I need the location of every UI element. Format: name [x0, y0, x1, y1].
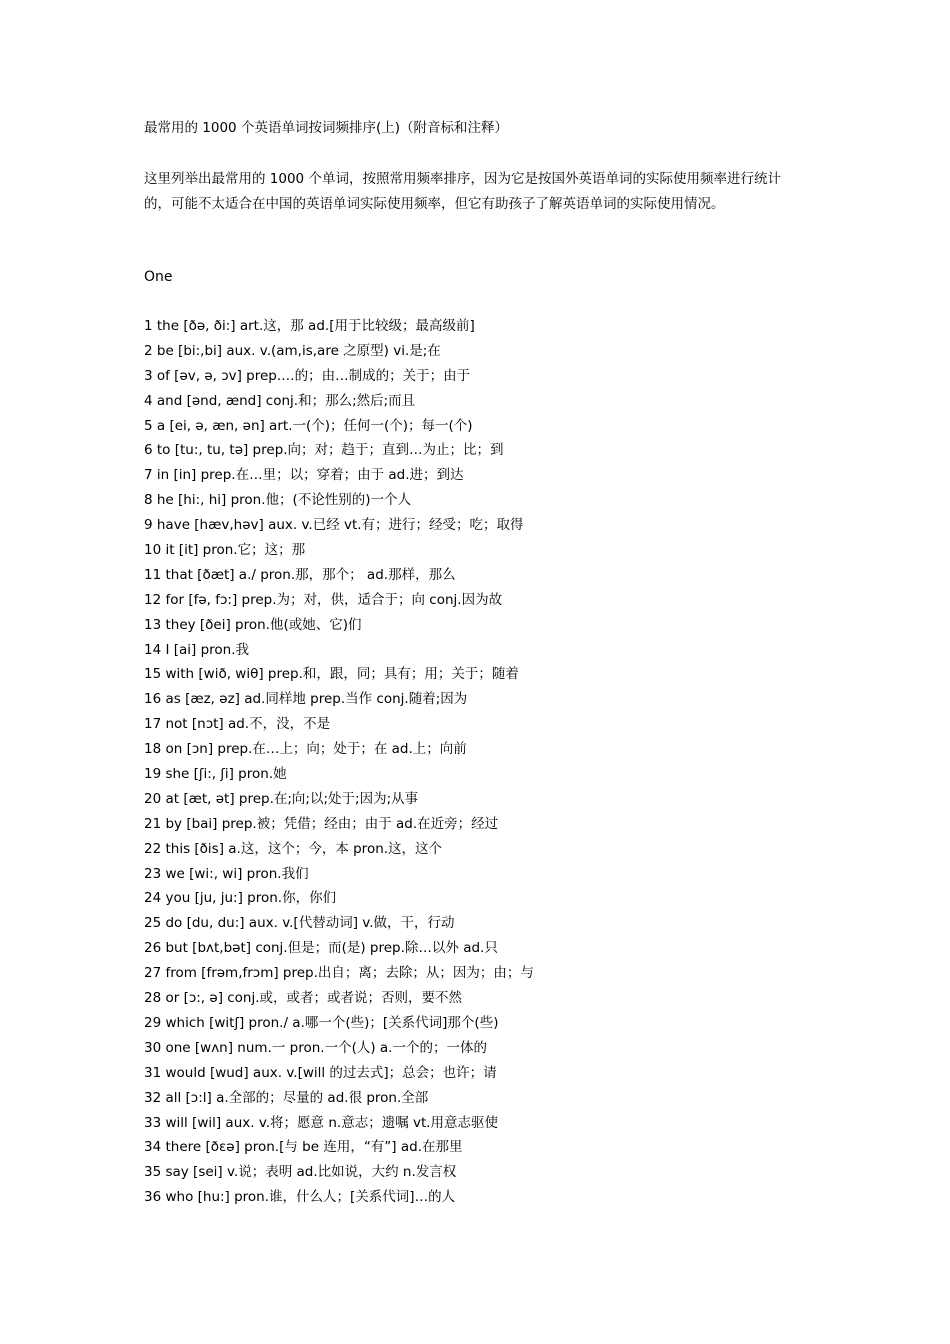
word-entry: 5 a [ei, ə, æn, ən] art.一(个)；任何一(个)；每一(个): [144, 417, 473, 434]
word-entry: 27 from [frəm,frɔm] prep.出自；离；去除；从；因为；由；与: [144, 965, 534, 982]
word-entry: 35 say [sei] v.说；表明 ad.比如说，大约 n.发言权: [144, 1164, 457, 1181]
word-entry: 30 one [wʌn] num.一 pron.一个(人) a.一个的；一体的: [144, 1039, 487, 1056]
word-entry: 8 he [hi:, hi] pron.他；(不论性别的)一个人: [144, 492, 412, 509]
intro-paragraph: 这里列举出最常用的 1000 个单词，按照常用频率排序，因为它是按国外英语单词的实际使用频率进行统计的，可能不太适合在中国的英语单词实际使用频率，但它有助孩子了解英语单词的实际使用情况。: [144, 171, 781, 212]
word-entry: 19 she [ʃi:, ʃi] pron.她: [144, 766, 287, 783]
word-entry: 9 have [hæv,həv] aux. v.已经 vt.有；进行；经受；吃；取得: [144, 517, 524, 534]
word-entry: 13 they [ðei] pron.他(或她、它)们: [144, 616, 362, 633]
word-entry: 3 of [əv, ə, ɔv] prep.…的；由…制成的；关于；由于: [144, 367, 471, 384]
word-entry: 28 or [ɔ:, ə] conj.或，或者；或者说；否则，要不然: [144, 990, 463, 1007]
word-entry: 15 with [wið, wiθ] prep.和，跟，同；具有；用；关于；随着: [144, 666, 519, 683]
word-entry: 17 not [nɔt] ad.不，没，不是: [144, 716, 331, 733]
word-entry: 24 you [ju, ju:] pron.你，你们: [144, 890, 337, 907]
word-entry: 11 that [ðæt] a./ pron.那，那个； ad.那样，那么: [144, 566, 456, 583]
word-entry: 36 who [hu:] pron.谁，什么人；[关系代词]…的人: [144, 1189, 456, 1206]
word-entry: 32 all [ɔ:l] a.全部的；尽量的 ad.很 pron.全部: [144, 1089, 429, 1106]
word-entry: 18 on [ɔn] prep.在…上；向；处于；在 ad.上；向前: [144, 741, 467, 758]
document-title: 最常用的 1000 个英语单词按词频排序(上)（附音标和注释）: [144, 120, 508, 136]
word-entry: 12 for [fə, fɔ:] prep.为；对，供，适合于；向 conj.因为故: [144, 591, 503, 608]
word-entry: 29 which [witʃ] pron./ a.哪一个(些)；[关系代词]那个(些): [144, 1014, 499, 1031]
word-entry: 23 we [wi:, wi] pron.我们: [144, 865, 309, 882]
section-heading: One: [144, 269, 173, 285]
word-entry: 31 would [wud] aux. v.[will 的过去式]；总会；也许；请: [144, 1064, 497, 1081]
word-list: [144, 316, 534, 1212]
word-entry: 33 will [wil] aux. v.将；愿意 n.意志；遗嘱 vt.用意志驱使: [144, 1114, 499, 1131]
word-entry: 10 it [it] pron.它；这；那: [144, 542, 306, 559]
word-entry: 1 the [ðə, ði:] art.这，那 ad.[用于比较级；最高级前]: [144, 318, 475, 334]
word-entry: 7 in [in] prep.在…里；以；穿着；由于 ad.进；到达: [144, 467, 464, 484]
word-entry: 4 and [ənd, ænd] conj.和；那么;然后;而且: [144, 392, 416, 409]
word-entry: 21 by [bai] prep.被；凭借；经由；由于 ad.在近旁；经过: [144, 815, 499, 832]
word-entry: 16 as [æz, əz] ad.同样地 prep.当作 conj.随着;因为: [144, 691, 468, 708]
word-entry: 25 do [du, du:] aux. v.[代替动词] v.做，干，行动: [144, 915, 455, 932]
word-entry: 34 there [ðɛə] pron.[与 be 连用，“有”] ad.在那里: [144, 1139, 463, 1156]
word-entry: 6 to [tu:, tu, tə] prep.向；对；趋于；直到…为止；比；到: [144, 442, 504, 459]
word-entry: 2 be [bi:,bi] aux. v.(am,is,are 之原型) vi.是;在: [144, 342, 441, 359]
word-entry: 20 at [æt, ət] prep.在;向;以;处于;因为;从事: [144, 790, 419, 807]
word-entry: 26 but [bʌt,bət] conj.但是；而(是) prep.除…以外 ad.只: [144, 940, 498, 957]
word-entry: 22 this [ðis] a.这，这个；今，本 pron.这，这个: [144, 840, 443, 857]
word-entry: 14 I [ai] pron.我: [144, 641, 250, 658]
